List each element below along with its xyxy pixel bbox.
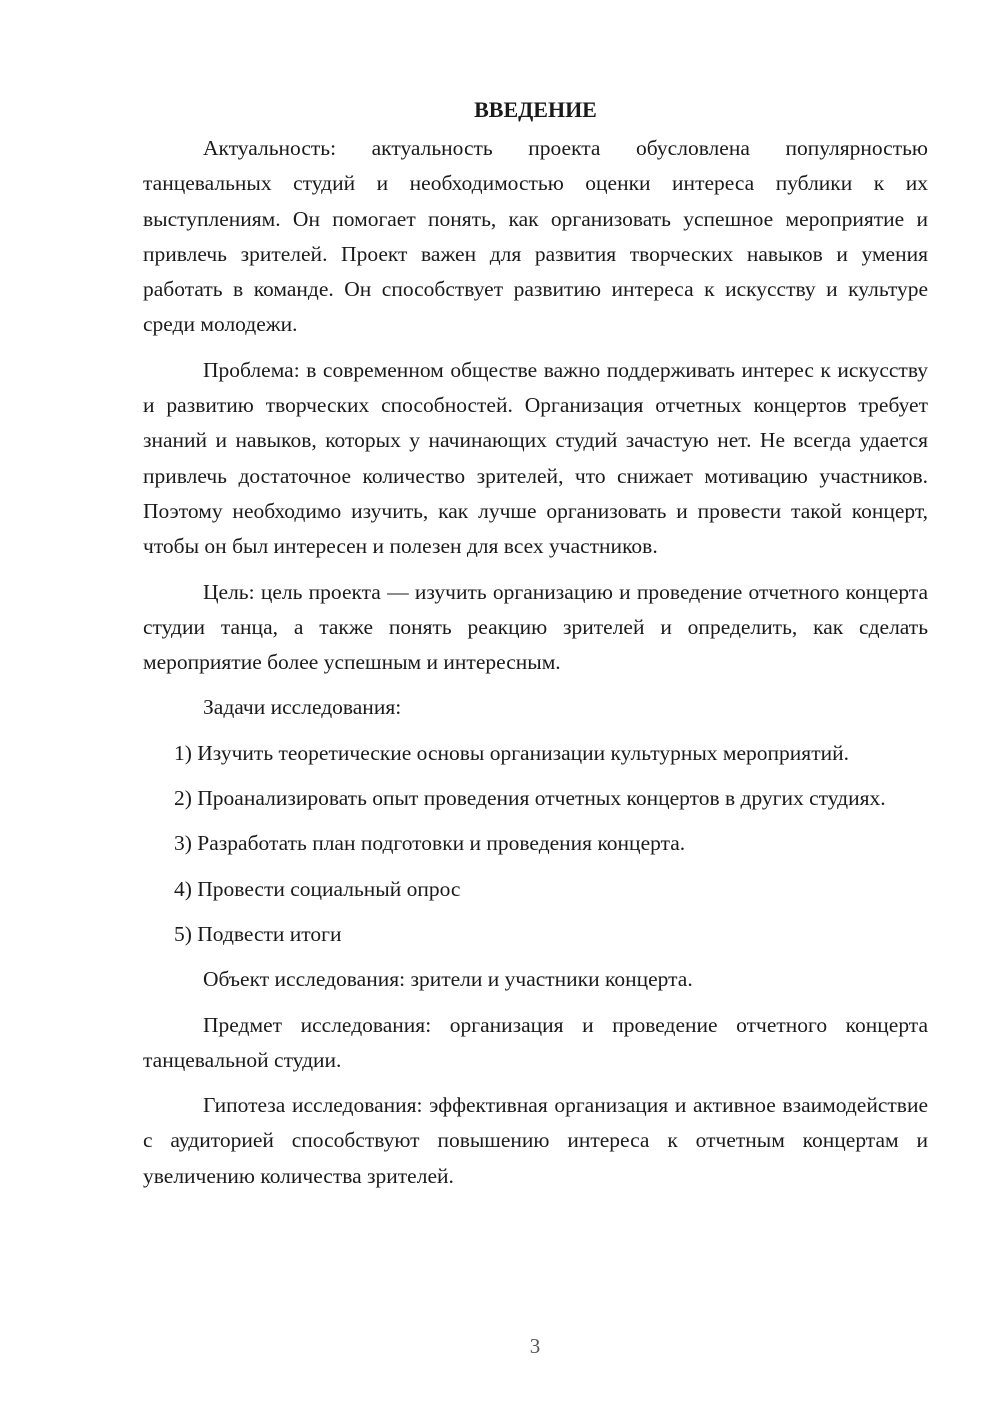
paragraph-subject: Предмет исследования: организация и проведение отчетного концерта танцевальной студии. <box>143 1012 928 1072</box>
task-item-1: 1) Изучить теоретические основы организации культурных мероприятий. <box>174 740 849 765</box>
paragraph-object: Объект исследования: зрители и участники концерта. <box>203 967 693 992</box>
section-title: ВВЕДЕНИЕ <box>474 97 597 122</box>
paragraph-hypothesis: Гипотеза исследования: эффективная организация и активное взаимодействие с аудиторией способствуют повышению интереса к отчетным концертам и увеличению количества зрителей. <box>143 1093 928 1188</box>
task-item-4: 4) Провести социальный опрос <box>174 876 461 901</box>
paragraph-relevance: Актуальность: актуальность проекта обусловлена популярностью танцевальных студий и необходимостью оценки интереса публики к их выступлениям. Он помогает понять, как организовать успешное мероприятие и привлечь зрителей. Проект важен для развития творческих навыков и умения работать в команде. Он способствует развитию интереса к искусству и культуре среди молодежи. <box>143 136 928 337</box>
document-page <box>143 95 928 1194</box>
paragraph-problem: Проблема: в современном обществе важно поддерживать интерес к искусству и развитию творческих способностей. Организация отчетных концертов требует знаний и навыков, которых у начинающих студий зачастую нет. Не всегда удается привлечь достаточное количество зрителей, что снижает мотивацию участников. Поэтому необходимо изучить, как лучше организовать и провести такой концерт, чтобы он был интересен и полезен для всех участников. <box>143 357 928 559</box>
task-item-5: 5) Подвести итоги <box>174 921 342 946</box>
paragraph-goal: Цель: цель проекта — изучить организацию и проведение отчетного концерта студии танца, а также понять реакцию зрителей и определить, как сделать мероприятие более успешным и интересным. <box>143 579 928 675</box>
task-item-2: 2) Проанализировать опыт проведения отчетных концертов в других студиях. <box>174 786 886 811</box>
page-number: 3 <box>529 1334 541 1358</box>
tasks-heading: Задачи исследования: <box>203 695 402 720</box>
task-item-3: 3) Разработать план подготовки и проведения концерта. <box>174 831 686 856</box>
